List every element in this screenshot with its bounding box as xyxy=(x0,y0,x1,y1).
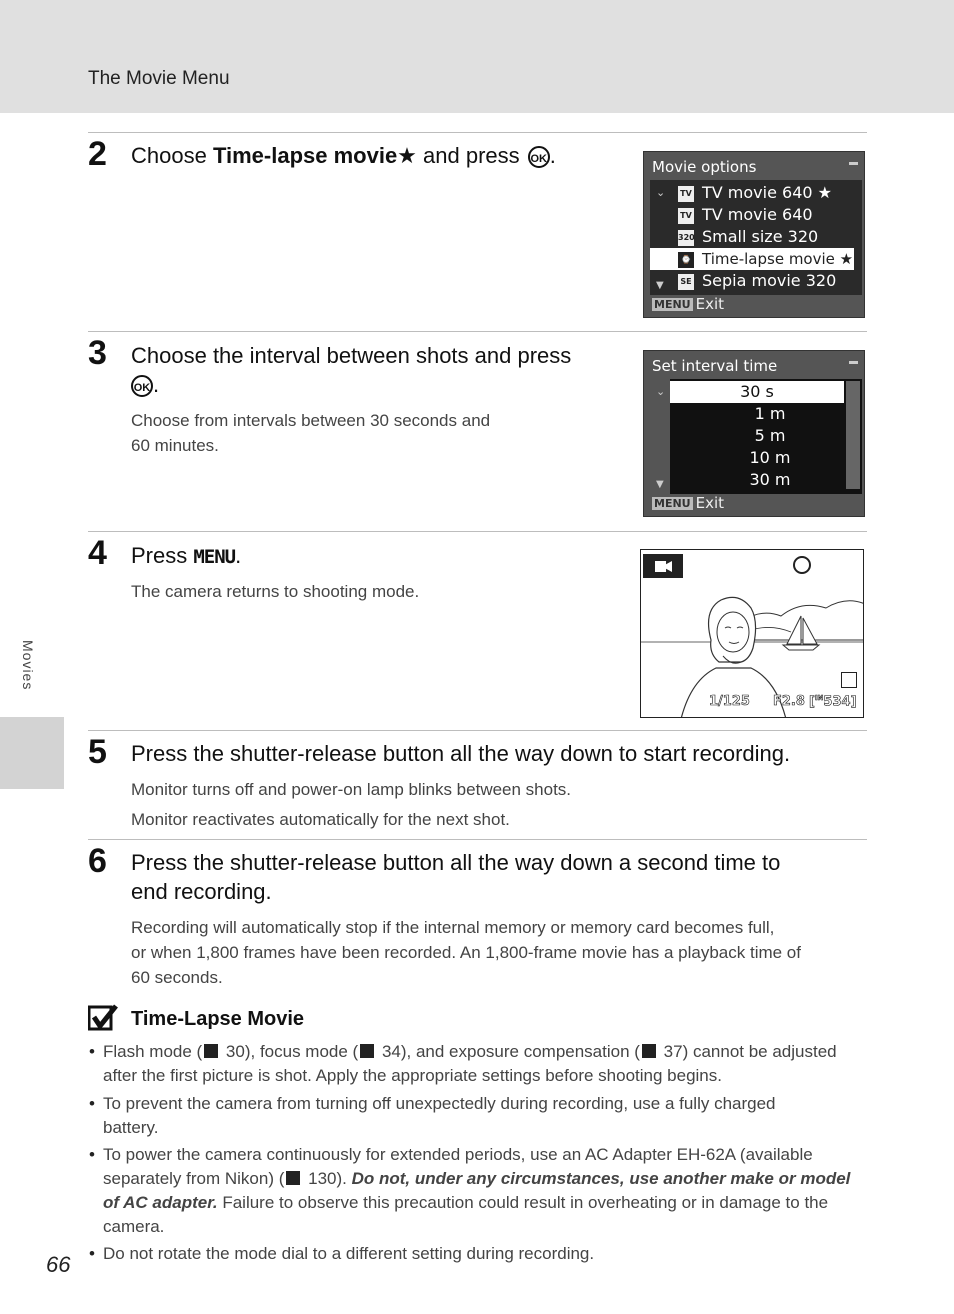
step-number: 3 xyxy=(88,334,107,372)
menu-item[interactable]: 320 Small size 320 xyxy=(678,227,819,246)
menu-item[interactable]: TV TV movie 640 ★ xyxy=(650,182,854,204)
menu-title: Movie options xyxy=(652,158,757,176)
ok-button-icon: OK xyxy=(528,146,550,168)
divider xyxy=(88,839,867,840)
sepia-icon: SE xyxy=(678,274,694,290)
step-number: 5 xyxy=(88,733,107,771)
shutter-speed-readout: 1/125 xyxy=(709,694,750,709)
note-bullet: • To power the camera continuously for extended periods, use an AC Adapter EH-62A (available separately from Nikon) ( 130). Do not, under any circumstances, use another make or model of AC adapter. Failure to observe this precaution could result in overheating or in damage to the camera. xyxy=(103,1143,865,1239)
movie-options-menu xyxy=(643,151,865,318)
menu-key-icon: MENU xyxy=(654,298,691,311)
scroll-down-icon: ▼ xyxy=(656,479,664,490)
section-title: The Movie Menu xyxy=(88,68,230,89)
menu-list xyxy=(650,180,862,295)
note-bullet: • Do not rotate the mode dial to a different setting during recording. xyxy=(103,1242,865,1266)
step-heading: Choose Time-lapse movie★ and press OK . xyxy=(131,143,556,168)
menu-button-glyph: MENU xyxy=(193,546,236,568)
tv-movie-icon: TV xyxy=(678,208,694,224)
step-body: Monitor turns off and power-on lamp blinks between shots. xyxy=(131,780,572,799)
note-title: Time-Lapse Movie xyxy=(131,1008,305,1030)
divider xyxy=(88,531,867,532)
time-lapse-icon: ⌚ xyxy=(678,252,694,268)
note-bullet: • To prevent the camera from turning off unexpectedly during recording, use a fully charged battery. xyxy=(103,1092,865,1140)
ok-button-icon: OK xyxy=(131,375,153,397)
menu-title: Set interval time xyxy=(652,357,778,375)
step-number: 2 xyxy=(88,135,107,173)
movie-mode-icon xyxy=(643,554,683,578)
divider xyxy=(88,132,867,133)
menu-footer: MENU Exit xyxy=(654,295,725,313)
step-heading: Choose the interval between shots and press OK . xyxy=(131,343,572,397)
chevron-down-icon: ⌄ xyxy=(656,186,666,199)
checkmark-note-icon xyxy=(88,1004,118,1032)
interval-menu xyxy=(643,350,865,517)
step-body: The camera returns to shooting mode. xyxy=(131,582,420,601)
step-heading: Press the shutter-release button all the way down a second time to end recording. xyxy=(131,850,781,904)
aperture-readout: F2.8 xyxy=(773,694,805,709)
divider xyxy=(88,331,867,332)
pin-icon xyxy=(849,361,858,364)
step-heading: Press the shutter-release button all the way down to start recording. xyxy=(131,741,791,766)
pin-icon xyxy=(849,162,858,165)
camera-monitor-illustration xyxy=(640,549,864,718)
menu-list xyxy=(650,379,862,494)
interval-option-selected[interactable]: 30 s xyxy=(670,381,844,403)
step-body: Monitor reactivates automatically for the next shot. xyxy=(131,810,510,829)
small-size-icon: 320 xyxy=(678,230,694,246)
step-heading: Press MENU. xyxy=(131,543,242,568)
header-bar xyxy=(0,0,954,113)
frames-remaining-readout: [$^{IN}$534] xyxy=(809,694,857,710)
menu-key-icon: MENU xyxy=(654,497,691,510)
divider xyxy=(88,730,867,731)
page-reference-icon xyxy=(642,1044,656,1058)
side-section-label: Movies xyxy=(20,640,36,691)
interval-option[interactable]: 1 m xyxy=(754,404,786,423)
step-body: Choose from intervals between 30 seconds and 60 minutes. xyxy=(131,411,491,455)
page-reference-icon xyxy=(204,1044,218,1058)
interval-option[interactable]: 30 m xyxy=(749,470,791,489)
tv-movie-icon: TV xyxy=(678,186,694,202)
menu-item-selected[interactable]: ⌚ Time-lapse movie ★ xyxy=(650,248,854,270)
step-number: 6 xyxy=(88,842,107,880)
menu-item[interactable]: TV TV movie 640 xyxy=(650,204,854,226)
interval-option[interactable]: 5 m xyxy=(754,426,786,445)
chevron-down-icon: ⌄ xyxy=(656,385,666,398)
menu-footer: MENU Exit xyxy=(654,494,725,512)
note-bullet: • Flash mode ( 30), focus mode ( 34), and exposure compensation ( 37) cannot be adjusted after the first picture is shot. Apply the appropriate settings before shooting begins. xyxy=(103,1040,865,1088)
step-number: 4 xyxy=(88,534,107,572)
page-number: 66 xyxy=(46,1252,71,1277)
side-thumb-tab xyxy=(0,717,64,789)
page-reference-icon xyxy=(360,1044,374,1058)
step-body: Recording will automatically stop if the internal memory or memory card becomes full, or when 1,800 frames have been recorded. An 1,800-frame movie has a playback time of 60 seconds. xyxy=(131,918,801,987)
scroll-down-icon: ▼ xyxy=(656,280,664,291)
page-reference-icon xyxy=(286,1171,300,1185)
time-lapse-indicator-icon xyxy=(841,672,857,688)
menu-item[interactable]: SE Sepia movie 320 xyxy=(650,270,854,292)
flash-off-icon xyxy=(793,556,811,574)
interval-option[interactable]: 10 m xyxy=(749,448,791,467)
